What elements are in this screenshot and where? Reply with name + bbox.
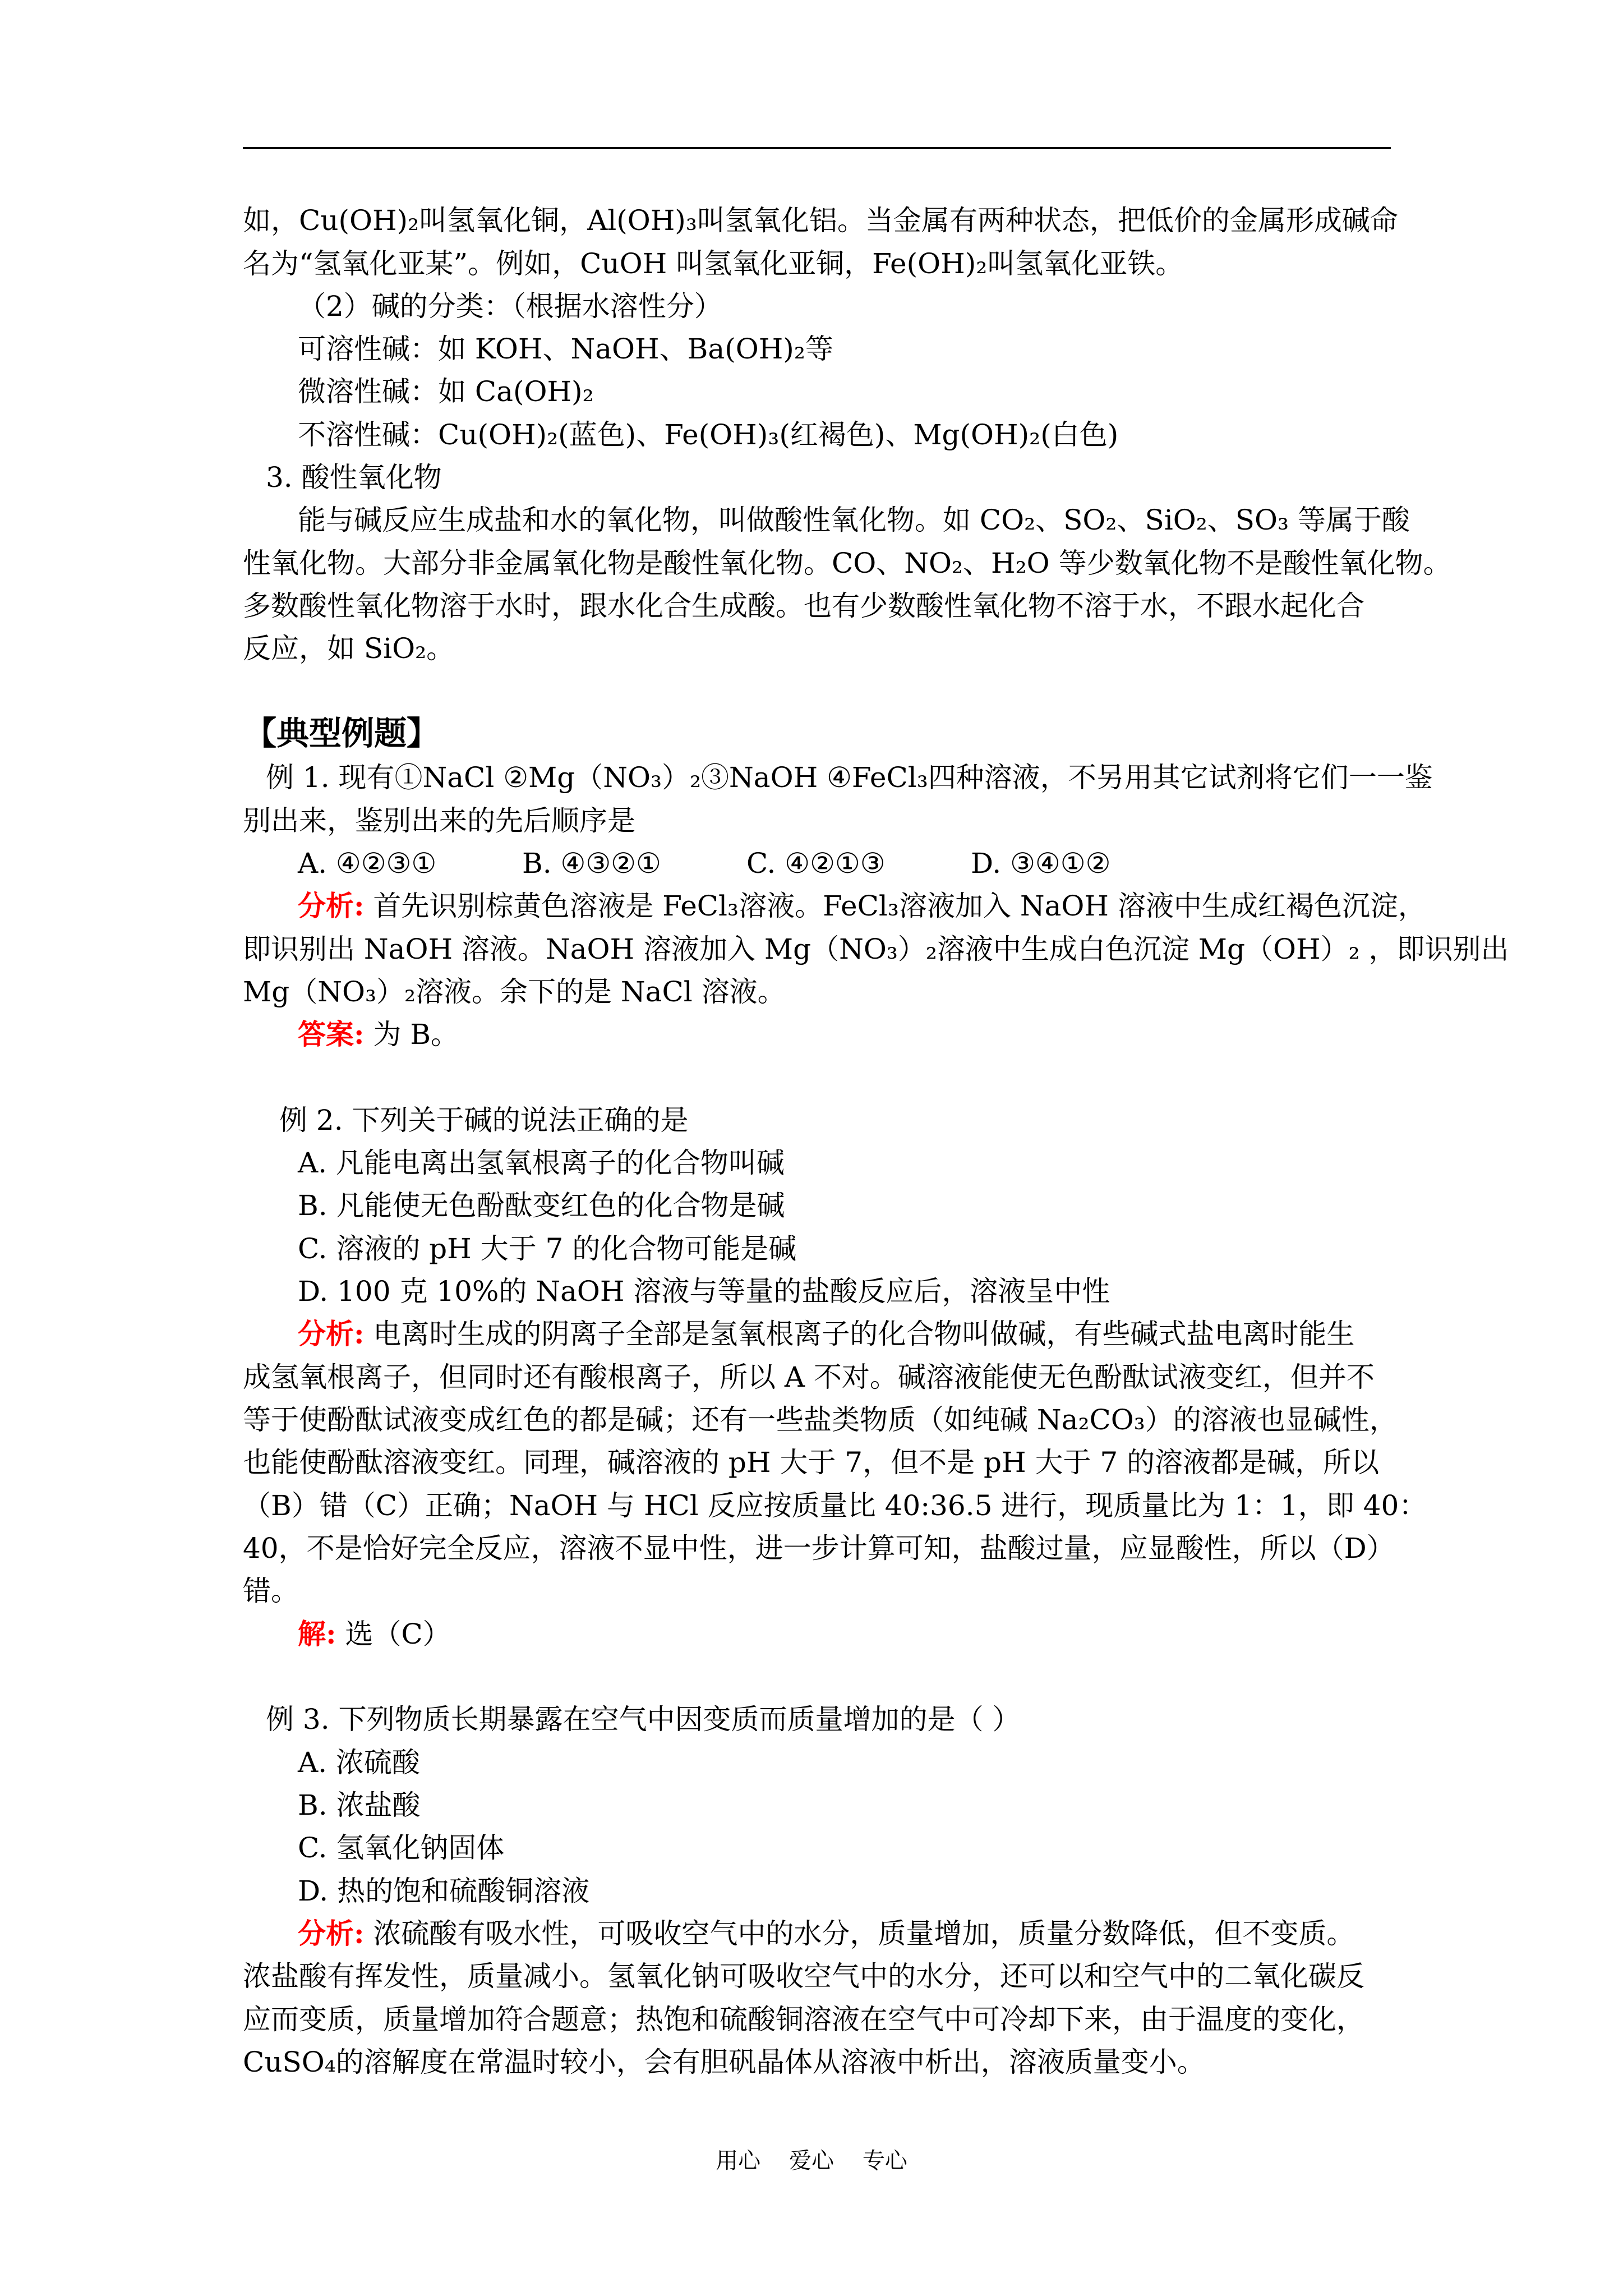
ex3-option-d: D. 热的饱和硫酸铜溶液 — [298, 1875, 590, 1907]
ex3-analysis-3: 应而变质，质量增加符合题意；热饱和硫酸铜溶液在空气中可冷却下来，由于温度的变化， — [243, 2003, 1364, 2036]
acidic-oxide-p3: 多数酸性氧化物溶于水时，跟水化合生成酸。也有少数酸性氧化物不溶于水，不跟水起化合 — [243, 590, 1364, 622]
header-rule — [243, 147, 1391, 149]
ex2-solution-text: 选（C） — [336, 1618, 451, 1650]
ex2-analysis-5: （B）错（C）正确；NaOH 与 HCl 反应按质量比 40:36.5 进行，现质量比为 1：1，即 40： — [243, 1489, 1427, 1522]
ex3-option-c: C. 氢氧化钠固体 — [298, 1832, 505, 1864]
ex3-option-a: A. 浓硫酸 — [298, 1746, 420, 1779]
ex2-analysis-2: 成氢氧根离子，但同时还有酸根离子，所以 A 不对。碱溶液能使无色酚酞试液变红，但并不 — [243, 1361, 1375, 1393]
ex2-analysis-1 — [298, 1313, 1354, 1355]
analysis-label: 分析: — [298, 889, 365, 922]
section-title: 【典型例题】 — [244, 714, 440, 752]
analysis-label: 分析: — [298, 1917, 365, 1950]
ex2-analysis-text-1: 电离时生成的阴离子全部是氢氧根离子的化合物叫做碱，有些碱式盐电离时能生 — [364, 1318, 1355, 1350]
ex1-analysis-3: Mg（NO₃）₂溶液。余下的是 NaCl 溶液。 — [243, 976, 786, 1008]
ex2-option-d: D. 100 克 10%的 NaOH 溶液与等量的盐酸反应后，溶液呈中性 — [298, 1275, 1110, 1308]
ex1-analysis-2: 即识别出 NaOH 溶液。NaOH 溶液加入 Mg（NO₃）₂溶液中生成白色沉淀 Mg（OH）₂ ，即识别出 — [243, 933, 1509, 965]
slightly-soluble-base: 微溶性碱：如 Ca(OH)₂ — [298, 375, 594, 408]
answer-label: 答案: — [298, 1018, 365, 1051]
acidic-oxide-p1: 能与碱反应生成盐和水的氧化物，叫做酸性氧化物。如 CO₂、SO₂、SiO₂、SO₃ 等属于酸 — [298, 504, 1410, 536]
ex2-analysis-3: 等于使酚酞试液变成红色的都是碱；还有一些盐类物质（如纯碱 Na₂CO₃）的溶液也显碱性， — [243, 1404, 1398, 1436]
ex2-option-c: C. 溶液的 pH 大于 7 的化合物可能是碱 — [298, 1232, 797, 1265]
ex1-analysis-1 — [298, 885, 1426, 927]
ex1-answer — [298, 1013, 459, 1056]
ex3-analysis-1 — [298, 1912, 1354, 1955]
base-class-title: （2）碱的分类：（根据水溶性分） — [298, 290, 722, 323]
ex1-question-2: 别出来，鉴别出来的先后顺序是 — [243, 804, 635, 837]
intro-line-1: 如，Cu(OH)₂叫氢氧化铜，Al(OH)₃叫氢氧化铝。当金属有两种状态，把低价的金属形成碱命 — [243, 204, 1398, 237]
ex2-analysis-6: 40，不是恰好完全反应，溶液不显中性，进一步计算可知，盐酸过量，应显酸性，所以（D） — [243, 1532, 1395, 1565]
ex1-answer-text: 为 B。 — [364, 1018, 459, 1051]
page-footer: 用心 爱心 专心 — [716, 2148, 907, 2174]
solution-label: 解: — [298, 1617, 336, 1650]
ex2-analysis-7: 错。 — [243, 1575, 299, 1607]
ex1-option-a: A. ④②③① — [298, 847, 437, 880]
acidic-oxide-p2: 性氧化物。大部分非金属氧化物是酸性氧化物。CO、NO₂、H₂O 等少数氧化物不是酸性氧化物。 — [243, 547, 1451, 579]
analysis-label: 分析: — [298, 1317, 365, 1350]
ex2-option-b: B. 凡能使无色酚酞变红色的化合物是碱 — [298, 1189, 785, 1222]
ex1-analysis-text-1: 首先识别棕黄色溶液是 FeCl₃溶液。FeCl₃溶液加入 NaOH 溶液中生成红褐色沉淀， — [364, 890, 1426, 922]
ex1-option-c: C. ④②①③ — [746, 847, 886, 880]
ex3-analysis-text-1: 浓硫酸有吸水性，可吸收空气中的水分，质量增加，质量分数降低，但不变质。 — [364, 1917, 1355, 1950]
soluble-base: 可溶性碱：如 KOH、NaOH、Ba(OH)₂等 — [298, 333, 833, 365]
ex3-question: 例 3. 下列物质长期暴露在空气中因变质而质量增加的是（ ） — [266, 1703, 1021, 1736]
ex1-option-b: B. ④③②① — [522, 847, 661, 880]
acidic-oxide-p4: 反应，如 SiO₂。 — [243, 632, 455, 665]
ex2-question: 例 2. 下列关于碱的说法正确的是 — [279, 1104, 689, 1137]
insoluble-base: 不溶性碱：Cu(OH)₂(蓝色)、Fe(OH)₃(红褐色)、Mg(OH)₂(白色) — [298, 418, 1119, 451]
ex3-option-b: B. 浓盐酸 — [298, 1789, 421, 1821]
intro-line-2: 名为“氢氧化亚某”。例如，CuOH 叫氢氧化亚铜，Fe(OH)₂叫氢氧化亚铁。 — [243, 247, 1184, 280]
ex1-option-d: D. ③④①② — [971, 847, 1111, 880]
acidic-oxide-title: 3. 酸性氧化物 — [266, 461, 442, 494]
ex1-options — [298, 842, 1110, 885]
ex2-analysis-4: 也能使酚酞溶液变红。同理，碱溶液的 pH 大于 7，但不是 pH 大于 7 的溶液都是碱，所以 — [243, 1446, 1380, 1479]
ex2-option-a: A. 凡能电离出氢氧根离子的化合物叫碱 — [298, 1147, 785, 1179]
ex3-analysis-2: 浓盐酸有挥发性，质量减小。氢氧化钠可吸收空气中的水分，还可以和空气中的二氧化碳反 — [243, 1960, 1364, 1993]
ex2-solution — [298, 1613, 451, 1655]
ex3-analysis-4: CuSO₄的溶解度在常温时较小，会有胆矾晶体从溶液中析出，溶液质量变小。 — [243, 2046, 1205, 2078]
ex1-question-1: 例 1. 现有①NaCl ②Mg（NO₃）₂③NaOH ④FeCl₃四种溶液，不另用其它试剂将它们一一鉴 — [266, 761, 1433, 794]
